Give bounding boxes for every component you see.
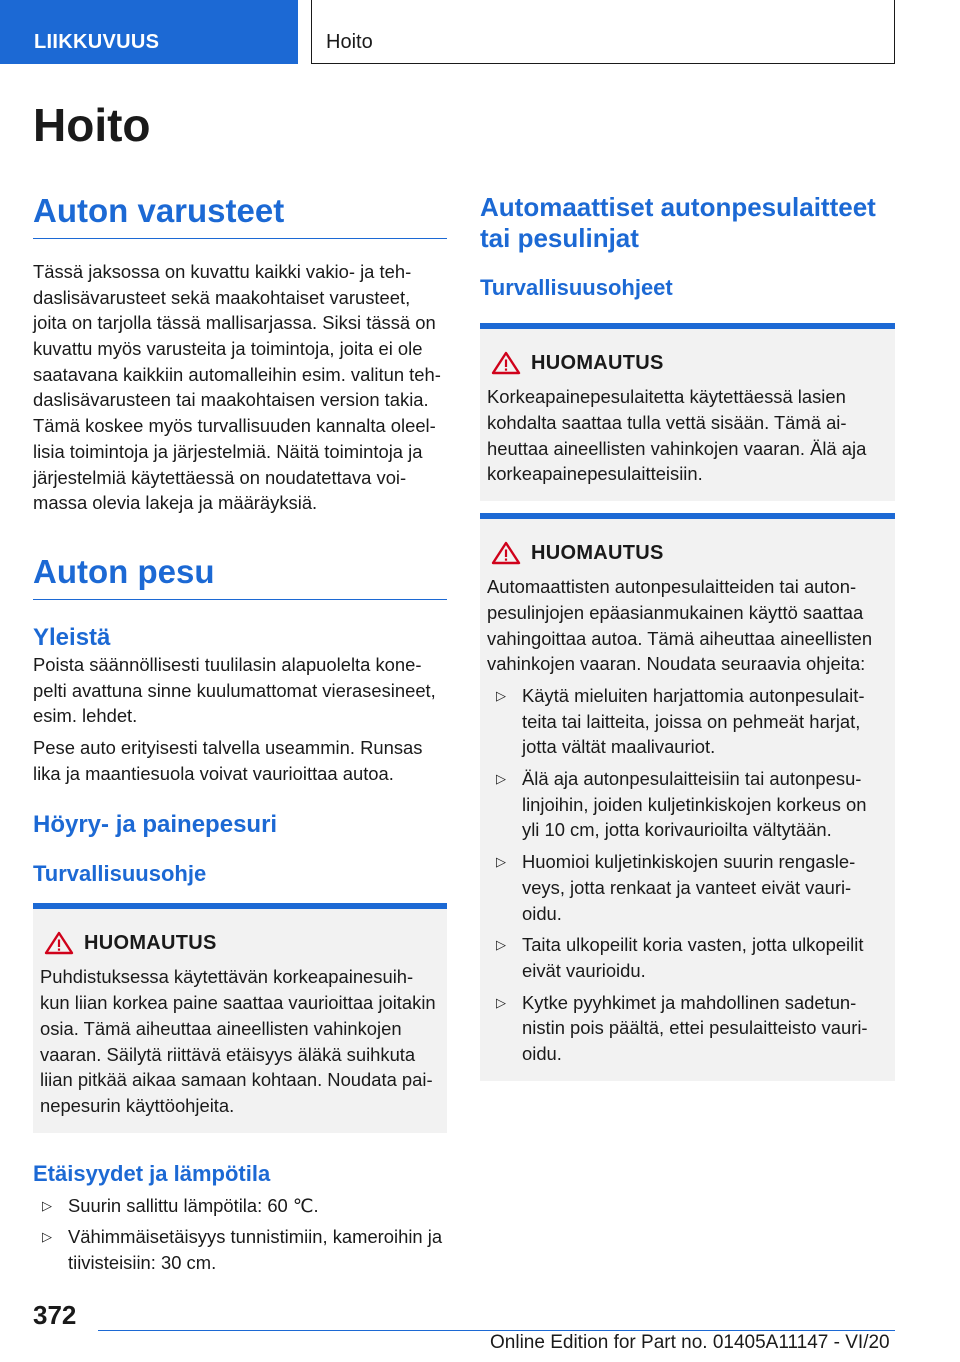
footer-divider xyxy=(98,1330,895,1331)
section-title-automaattiset: Automaattiset autonpesulaitteet tai pesulinjat xyxy=(480,192,876,253)
left-column xyxy=(33,192,447,1276)
warning-title: HUOMAUTUS xyxy=(531,351,664,374)
page-number: 372 xyxy=(33,1300,77,1330)
triangle-bullet-icon: ▷ xyxy=(496,994,506,1010)
warning-text: Korkeapainepesulaitetta käytettäessä lasien kohdalta saattaa tulla vettä sisään. Tämä ai-heuttaa aineellisten vahinkojen vaaran. Älä aja korkeapainepesulaitteisiin. xyxy=(487,386,867,485)
auton-varusteet-text: Tässä jaksossa on kuvattu kaikki vakio- ja teh-daslisävarusteet sekä maakohtaiset varusteet, joita on tarjolla tässä mallisarjassa. Siksi tässä on kuvattu myös varusteita ja toimintoja, joita ei ole saatavana kaikkiin automalleihin esim. valitun teh-daslisävarusteen tai maakohtaisen version takia. Tämä koskee myös turvallisuuden kannalta oleel-lisia toimintoja ja järjestelmiä. Näitä toimintoja ja järjestelmiä käytettäessä on noudatettava voi-massa olevia lakeja ja määräyksiä. xyxy=(33,260,441,514)
list-item-text: Käytä mieluiten harjattomia autonpesulait-teita tai laitteita, joissa on pehmeät harjat, jotta vältät maalivauriot. xyxy=(522,684,865,758)
list-item-text: Älä aja autonpesulaitteisiin tai autonpesu-linjoihin, joiden kuljetinkiskojen korkeus on yli 10 cm, jotta korivaurioilta vältytään. xyxy=(522,768,867,841)
warning-header xyxy=(487,351,888,375)
list-item-text: Suurin sallittu lämpötila: 60 ℃. xyxy=(68,1194,319,1216)
warning-text: Automaattisten autonpesulaitteiden tai auton-pesulinjojen epäasianmukainen käyttö saattaa vahingoittaa autoa. Tämä aiheuttaa aineellisten vahinkojen vaaran. Noudata seuraavia ohjeita: xyxy=(487,576,873,675)
list-item xyxy=(487,932,888,983)
warning-box-pesulinjat xyxy=(480,513,895,1081)
triangle-bullet-icon: ▷ xyxy=(496,771,506,787)
section-title-auton-pesu: Auton pesu xyxy=(33,553,447,600)
header-chapter-tab[interactable]: Hoito xyxy=(311,0,895,64)
yleista-paragraph-2: Pese auto erityisesti talvella useammin. Runsas lika ja maantiesuola voivat vaurioittaa autoa. xyxy=(33,737,423,784)
warning-header xyxy=(40,931,440,955)
warning-triangle-icon xyxy=(491,351,521,375)
list-item xyxy=(487,766,888,843)
warning-box-painepesuri xyxy=(33,903,447,1132)
etaisyydet-list xyxy=(33,1193,447,1276)
warning-box-korkeapaine xyxy=(480,323,895,501)
triangle-bullet-icon: ▷ xyxy=(496,854,506,870)
warning-text: Puhdistuksessa käytettävän korkeapainesuih-kun liian korkea paine saattaa vaurioittaa joitakin osia. Tämä aiheuttaa aineellisten vahinkojen vaaran. Säilytä riittävä etäisyys äläkä suihkuta liian pitkää aikaa samaan kohtaan. Noudata pai-nepesurin käyttöohjeita. xyxy=(40,966,436,1116)
triangle-bullet-icon: ▷ xyxy=(42,1197,52,1213)
subsection-title-yleista: Yleistä xyxy=(33,623,111,651)
right-column xyxy=(480,192,895,1081)
list-item xyxy=(33,1224,447,1275)
subsection-title-hoyry: Höyry- ja painepesuri xyxy=(33,811,278,839)
triangle-bullet-icon: ▷ xyxy=(496,687,506,703)
list-item-text: Kytke pyyhkimet ja mahdollinen sadetun-nistin pois päältä, ettei pesulaitteisto vauri-oidu. xyxy=(522,991,868,1065)
list-item xyxy=(487,990,888,1067)
list-item xyxy=(487,683,888,760)
list-item-text: Vähimmäisetäisyys tunnistimiin, kameroihin ja tiivisteisiin: 30 cm. xyxy=(68,1226,443,1274)
triangle-bullet-icon: ▷ xyxy=(42,1229,52,1245)
warning-title: HUOMAUTUS xyxy=(531,541,664,564)
list-item xyxy=(33,1193,447,1219)
subsection-title-etaisyydet: Etäisyydet ja lämpötila xyxy=(33,1160,271,1186)
triangle-bullet-icon: ▷ xyxy=(496,937,506,953)
header-section-tab[interactable]: LIIKKUVUUS xyxy=(0,0,298,64)
section-title-auton-varusteet: Auton varusteet xyxy=(33,192,447,239)
warning-header xyxy=(487,541,888,565)
warning-instructions-list xyxy=(487,683,888,1067)
warning-title: HUOMAUTUS xyxy=(84,931,217,954)
yleista-paragraph-1: Poista säännöllisesti tuulilasin alapuolelta kone-pelti avattuna sinne kuulumattomat vierasesineet, esim. lehdet. xyxy=(33,653,436,727)
footer-edition: Online Edition for Part no. 01405A11147 - VI/20 xyxy=(490,1332,890,1353)
page-title: Hoito xyxy=(33,99,151,151)
subsection-title-turvallisuusohje: Turvallisuusohje xyxy=(33,861,207,887)
warning-triangle-icon xyxy=(491,541,521,565)
list-item xyxy=(487,849,888,926)
subsection-title-turvallisuusohjeet: Turvallisuusohjeet xyxy=(480,275,673,301)
list-item-text: Huomioi kuljetinkiskojen suurin rengasle-veys, jotta renkaat ja vanteet eivät vauri-oidu. xyxy=(522,851,856,924)
list-item-text: Taita ulkopeilit koria vasten, jotta ulkopeilit eivät vaurioidu. xyxy=(522,934,864,981)
warning-triangle-icon xyxy=(44,931,74,955)
